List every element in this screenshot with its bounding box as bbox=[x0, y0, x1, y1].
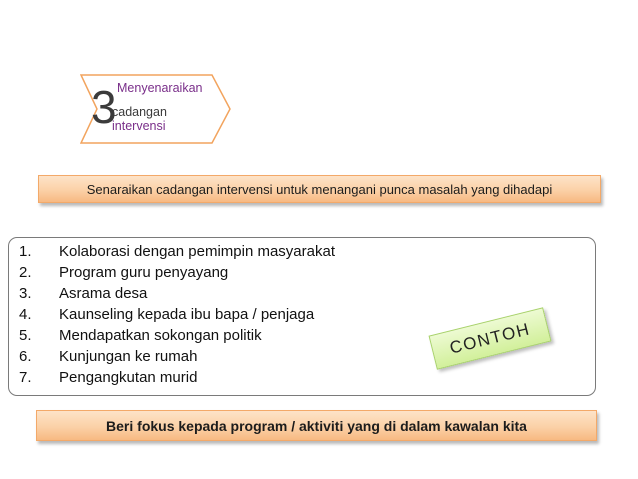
example-tag-text: CONTOH bbox=[447, 318, 533, 358]
list-item-number: 1. bbox=[19, 243, 32, 260]
list-item bbox=[19, 347, 197, 367]
step-label-line-3: intervensi bbox=[112, 119, 166, 133]
focus-text: Beri fokus kepada program / aktiviti yang di dalam kawalan kita bbox=[106, 417, 527, 434]
list-item bbox=[19, 326, 262, 346]
list-item bbox=[19, 305, 314, 325]
focus-banner bbox=[36, 410, 597, 441]
list-item-text: Program guru penyayang bbox=[59, 264, 229, 281]
list-item-number: 7. bbox=[19, 369, 32, 386]
list-item bbox=[19, 242, 335, 262]
list-item-number: 5. bbox=[19, 327, 32, 344]
list-item-text: Kolaborasi dengan pemimpin masyarakat bbox=[59, 243, 335, 260]
list-item-text: Kunjungan ke rumah bbox=[59, 348, 198, 365]
list-item bbox=[19, 368, 197, 388]
list-item bbox=[19, 284, 147, 304]
instruction-banner bbox=[38, 175, 601, 203]
step-number: 3 bbox=[91, 81, 117, 133]
list-item-number: 4. bbox=[19, 306, 32, 323]
list-item-number: 3. bbox=[19, 285, 32, 302]
step-label-line-2: cadangan bbox=[112, 105, 167, 119]
step-label-line-1: Menyenaraikan bbox=[117, 81, 203, 95]
step-chevron bbox=[80, 74, 232, 144]
list-item-text: Kaunseling kepada ibu bapa / penjaga bbox=[59, 306, 315, 323]
list-item-number: 6. bbox=[19, 348, 32, 365]
list-item-text: Asrama desa bbox=[59, 285, 148, 302]
list-item-number: 2. bbox=[19, 264, 32, 281]
list-item bbox=[19, 263, 228, 283]
list-item-text: Pengangkutan murid bbox=[59, 369, 198, 386]
instruction-text: Senaraikan cadangan intervensi untuk menangani punca masalah yang dihadapi bbox=[86, 181, 553, 197]
list-item-text: Mendapatkan sokongan politik bbox=[59, 327, 262, 344]
